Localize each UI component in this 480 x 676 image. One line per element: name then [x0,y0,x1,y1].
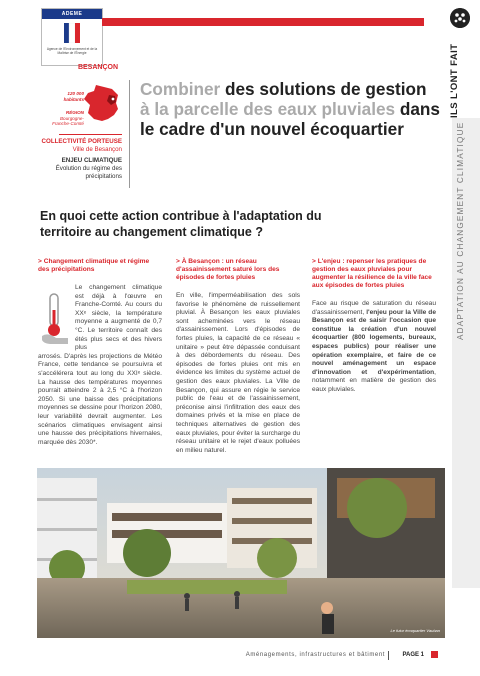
page-title [140,79,440,139]
section-question: En quoi cette action contribue à l'adaptation du territoire au changement climatique ? [40,209,322,239]
people-group-icon [450,8,470,28]
footer-label: Aménagements, infrastructures et bâtiment [245,652,386,658]
france-map-icon [82,83,122,123]
column-body-c: , notamment en matière de gestion des eaux pluviales. [312,368,436,393]
enjeu-label: ENJEU CLIMATIQUE [61,157,122,164]
column-heading-text: Changement climatique et régime des précipitations [38,258,150,273]
marianne-icon [64,23,80,43]
page-number: PAGE 1 [402,652,424,658]
region-label: RÉGION [65,110,84,115]
column-body: arrosés. D'après les projections de Météo France, cette tendance se poursuivra et s'accélérera tout au long du XXIᵉ siècle. La hausse des températures moyennes pourrait atteindre 2 à 2,5 °C à l'horizon 2050. Si une baisse des précipitations moyennes se dessine pour l'horizon 2080, leur variabilité devrait augmenter. Les scénarios climatiques envisagent ainsi une hausse des précipitations hivernales, marquée dès 2030*. [38,352,162,446]
population-label: habitants [63,96,84,102]
logo-name: ADEME [42,9,102,19]
population-value: 120 000 [67,91,84,96]
column-heading: > Changement climatique et régime des précipitations [38,258,150,273]
region-block [49,110,84,127]
title-part-1: Combiner [140,79,221,99]
category-label: ADAPTATION AU CHANGEMENT CLIMATIQUE [456,121,465,340]
city-name: BESANÇON [77,64,118,71]
logo-tagline: Agence de l'Environnement et de la Maîtrise de l'Énergie [46,47,98,55]
collectivite-value: Ville de Besançon [72,146,122,153]
column-body-intro: Le changement climatique est déjà à l'œuvre en Franche-Comté. Au cours du XXᵉ siècle, la température moyenne a augmenté de 0,7 °C. Le territoire connaît des étés plus secs et des hivers plus [75,284,162,352]
ademe-logo [41,8,103,66]
page-marker-icon [431,651,438,658]
title-part-2: des solutions de gestion [220,79,427,99]
footer-separator [388,651,389,660]
region-value: Bourgogne-Franche-Comté [52,115,84,127]
header-red-band [102,18,424,26]
ecodistrict-illustration [37,468,445,638]
footer-text [150,652,410,658]
title-part-3: à la parcelle des eaux pluviales [140,99,396,119]
column-besancon [176,258,300,455]
column-enjeu [312,258,436,395]
enjeu-value: Évolution du régime des précipitations [55,165,122,180]
column-heading: > L'enjeu : repenser les pratiques de gestion des eaux pluviales pour augmenter la résilience de la ville face aux épisodes de fortes pluies [312,258,432,289]
column-heading-text: L'enjeu : repenser les pratiques de gestion des eaux pluviales pour augmenter la résilience de la ville face aux épisodes de fortes pluies [312,258,432,289]
photo-caption: Le futur écoquartier Vauban [390,628,440,633]
column-heading-text: À Besançon : un réseau d'assainissement saturé lors des épisodes de fortes pluies [176,258,280,281]
vertical-divider [129,80,130,188]
column-body [312,300,436,395]
column-climate [38,258,162,447]
info-separator [59,134,122,135]
thermometer-hand-icon [38,292,72,352]
column-body: En ville, l'imperméabilisation des sols favorise le phénomène de ruissellement pluvial. À Besançon les eaux pluviales sont acheminées vers le réseau d'assainissement. Lors d'épisodes de fortes pluies, la capacité de ce réseau « unitaire » peut être dépassée conduisant à des débordements du réseau. Des épisodes de fortes pluies ont mis en évidence les limites du système actuel de gestion des eaux pluviales. La Ville de Besançon, qui assure en régie le service public de l'eau et de l'assainissement, préconise ainsi l'infiltration des eaux des domaines privés et la mise en place de techniques alternatives de gestion des eaux pluviales, pour éviter la surcharge du réseau unitaire et le rejet d'eaux polluées en milieu naturel. [176,292,300,454]
collectivite-label: COLLECTIVITÉ PORTEUSE [41,138,122,145]
column-body-a: Face au risque de saturation du réseau d'assainissement, [312,300,436,316]
title-part-4: dans le cadre d'un nouvel écoquartier [140,99,440,139]
column-body-bold: l'enjeu pour la Ville de Besançon est de saisir l'occasion que constitue la création d'un nouvel écoquartier (800 logements, bureaux, espaces publics) pour réaliser une opération exemplaire, et faire de ce nouvel aménagement un espace d'innovation et d'expérimentation [312,308,436,376]
section-label: ILS L'ONT FAIT [449,43,460,118]
column-heading: > À Besançon : un réseau d'assainissement saturé lors des épisodes de fortes pluies [176,258,280,281]
population-block [54,91,84,102]
